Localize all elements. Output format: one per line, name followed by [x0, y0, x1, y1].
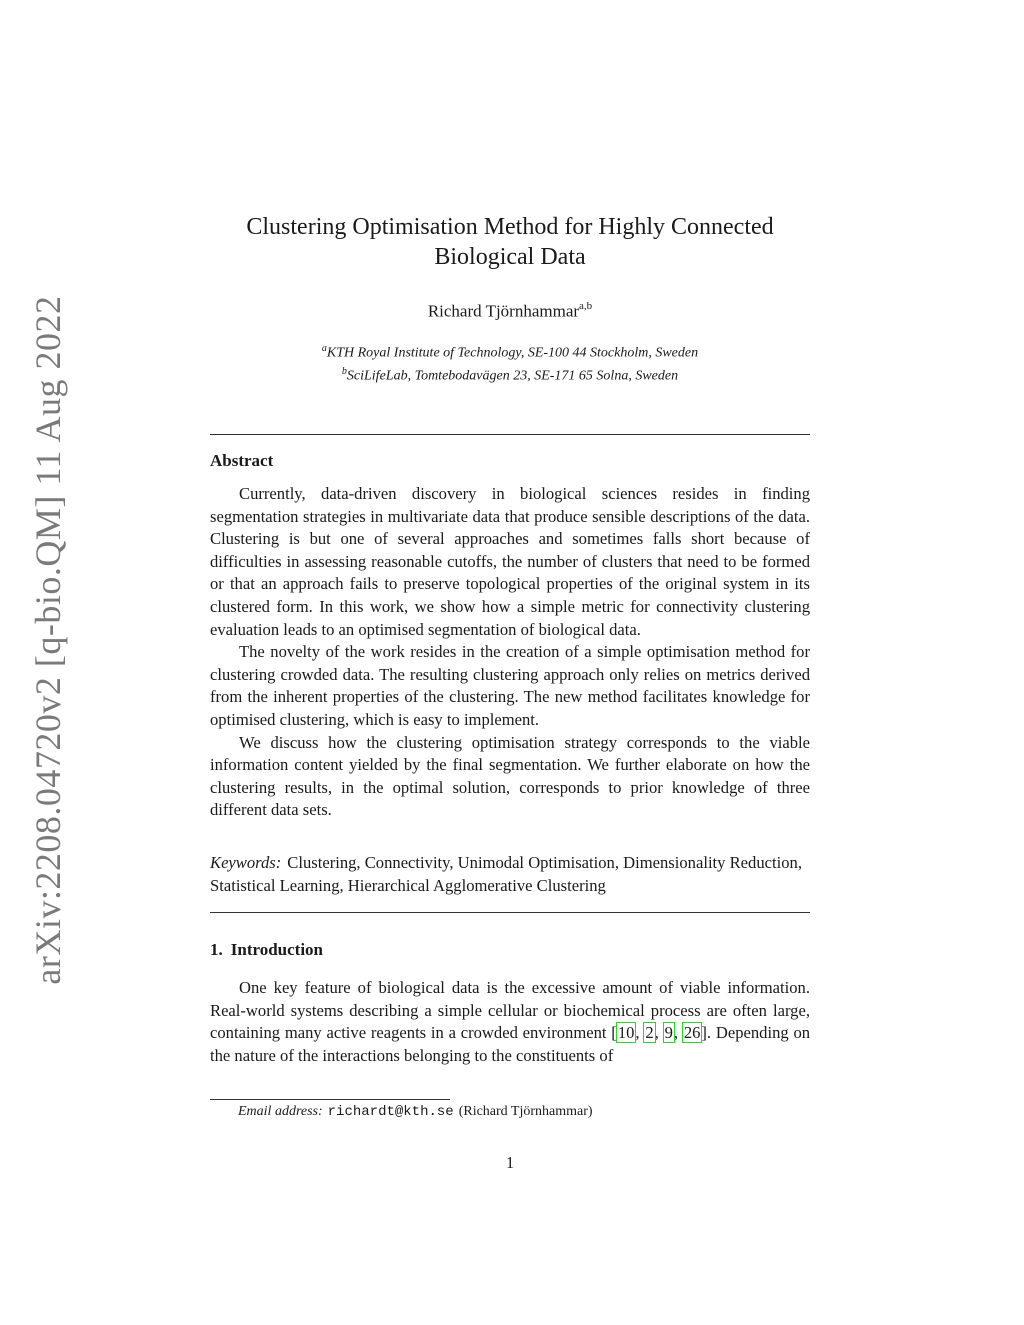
author-email[interactable]: richardt@kth.se	[327, 1104, 454, 1120]
footnote-owner: (Richard Tjörnhammar)	[458, 1104, 593, 1119]
author-name: Richard Tjörnhammar	[427, 301, 580, 321]
introduction-body	[210, 977, 810, 1067]
page-number: 1	[505, 1153, 515, 1172]
citation-link[interactable]: 2	[645, 1023, 654, 1043]
arxiv-identifier-stamp: arXiv:2208.04720v2 [q-bio.QM] 11 Aug 2022	[28, 295, 68, 985]
keywords-label: Keywords:	[210, 853, 282, 872]
abstract-paragraph-3: We discuss how the clustering optimisation strategy corresponds to the viable information content yielded by the final segmentation. We further elaborate on how the clustering results, in the optimal solution, corresponds to prior knowledge of three different data sets.	[210, 732, 810, 820]
footnote	[238, 1104, 593, 1120]
affiliations	[210, 340, 810, 385]
citation-link[interactable]: 10	[617, 1023, 635, 1043]
footnote-email-label: Email address:	[238, 1104, 323, 1119]
section-heading-introduction	[210, 940, 323, 960]
paper-title	[210, 212, 810, 272]
title-line-1: Clustering Optimisation Method for Highly Connected	[246, 214, 774, 240]
section-number: 1.	[210, 940, 223, 959]
abstract-heading: Abstract	[210, 451, 274, 470]
author-line	[210, 301, 810, 322]
citation-link[interactable]: 9	[664, 1023, 673, 1043]
affiliation-b: $^b$SciLifeLab, Tomtebodavägen 23, SE-171 65 Solna, Sweden	[341, 365, 679, 384]
affiliation-a: $^a$KTH Royal Institute of Technology, SE-100 44 Stockholm, Sweden	[321, 343, 699, 361]
section-title: Introduction	[230, 940, 324, 959]
citation-link[interactable]: 26	[683, 1023, 701, 1043]
keywords	[210, 852, 810, 897]
footnote-rule	[210, 1099, 450, 1100]
abstract-body	[210, 483, 810, 822]
introduction-paragraph-1: One key feature of biological data is the excessive amount of viable information. Real-world systems describing a simple cellular or biochemical process are often large, containing many active reagents in a crowded environment [10, 2, 9, 26]. Depending on the nature of the interactions belonging to the constituents of	[210, 978, 811, 1065]
author-affiliation-marks: a,b	[579, 300, 593, 312]
title-line-2: Biological Data	[434, 244, 586, 270]
keywords-text: Clustering, Connectivity, Unimodal Optimisation, Dimensionality Reduction, Statistical Learning, Hierarchical Agglomerative Clustering	[210, 853, 802, 895]
abstract-paragraph-1: Currently, data-driven discovery in biological sciences resides in finding segmentation strategies in multivariate data that produce sensible descriptions of the data. Clustering is but one of several approaches and sometimes falls short because of difficulties in assessing reasonable cutoffs, the number of clusters that need to be formed or that an approach fails to preserve topological properties of the original system in its clustered form. In this work, we show how a simple metric for connectivity clustering evaluation leads to an optimised segmentation of biological data.	[210, 484, 810, 639]
abstract-paragraph-2: The novelty of the work resides in the creation of a simple optimisation method for clustering crowded data. The resulting clustering approach only relies on metrics derived from the inherent properties of the clustering. The new method facilitates knowledge for optimised clustering, which is easy to implement.	[210, 642, 810, 729]
abstract-bottom-rule	[210, 912, 810, 913]
abstract-top-rule	[210, 434, 810, 435]
